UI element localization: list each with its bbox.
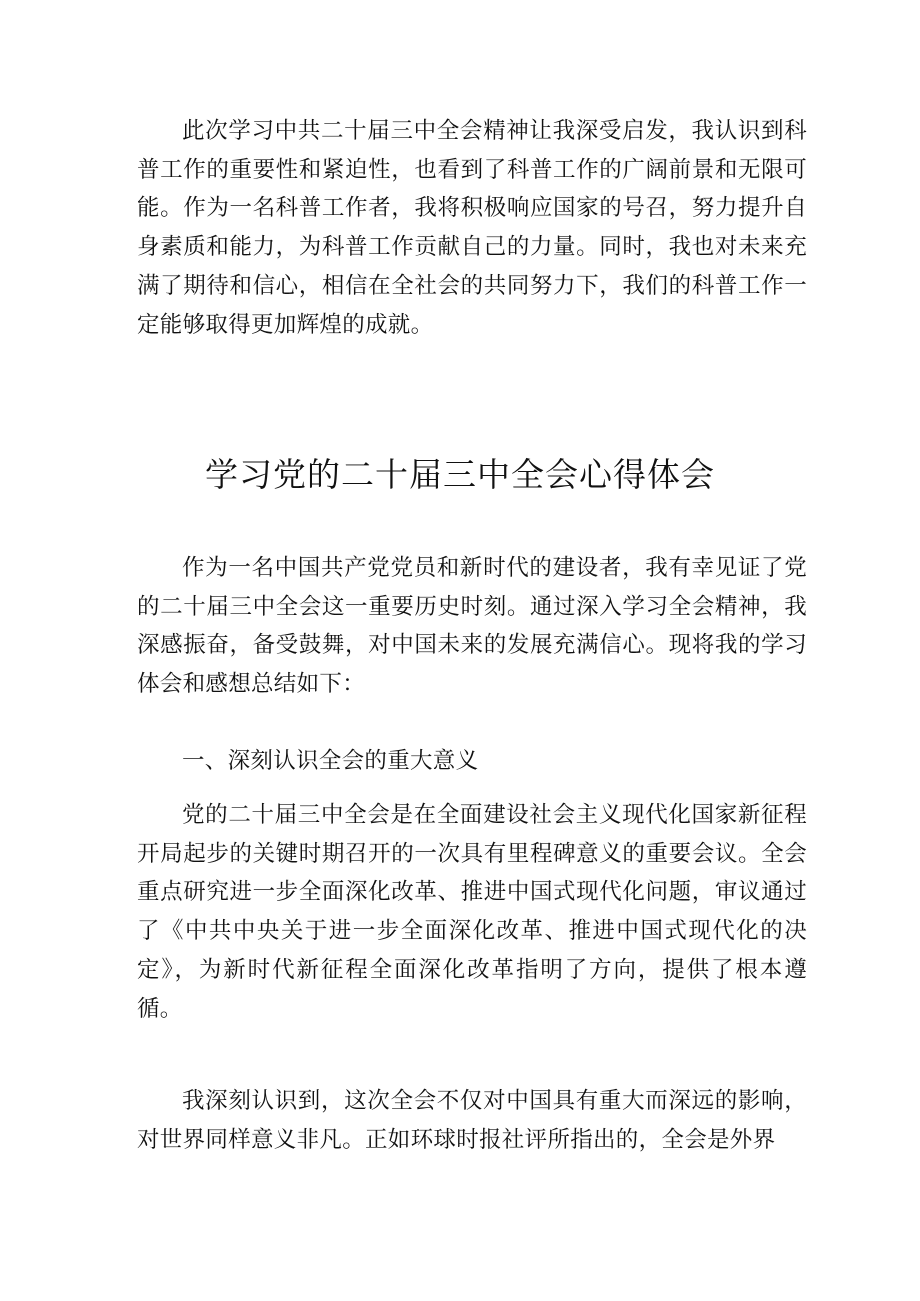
body-paragraph: 此次学习中共二十届三中全会精神让我深受启发，我认识到科普工作的重要性和紧迫性，也看到了科普工作的广阔前景和无限可能。作为一名科普工作者，我将积极响应国家的号召，努力提升自身素质和能力，为科普工作贡献自己的力量。同时，我也对未来充满了期待和信心，相信在全社会的共同努力下，我们的科普工作一定能够取得更加辉煌的成就。 (137, 118, 807, 338)
document-title: 学习党的二十届三中全会心得体会 (205, 455, 715, 494)
intro-paragraph: 作为一名中国共产党党员和新时代的建设者，我有幸见证了党的二十届三中全会这一重要历史时刻。通过深入学习全会精神，我深感振奋，备受鼓舞，对中国未来的发展充满信心。现将我的学习体会和感想总结如下： (137, 555, 807, 698)
body-paragraph: 我深刻认识到，这次全会不仅对中国具有重大而深远的影响，对世界同样意义非凡。正如环球时报社评所指出的，全会是外界 (137, 1088, 807, 1153)
section-heading: 一、深刻认识全会的重大意义 (182, 748, 479, 774)
body-paragraph: 党的二十届三中全会是在全面建设社会主义现代化国家新征程开局起步的关键时期召开的一次具有里程碑意义的重要会议。全会重点研究进一步全面深化改革、推进中国式现代化问题，审议通过了《中共中央关于进一步全面深化改革、推进中国式现代化的决定》，为新时代新征程全面深化改革指明了方向，提供了根本遵循。 (137, 802, 807, 1022)
